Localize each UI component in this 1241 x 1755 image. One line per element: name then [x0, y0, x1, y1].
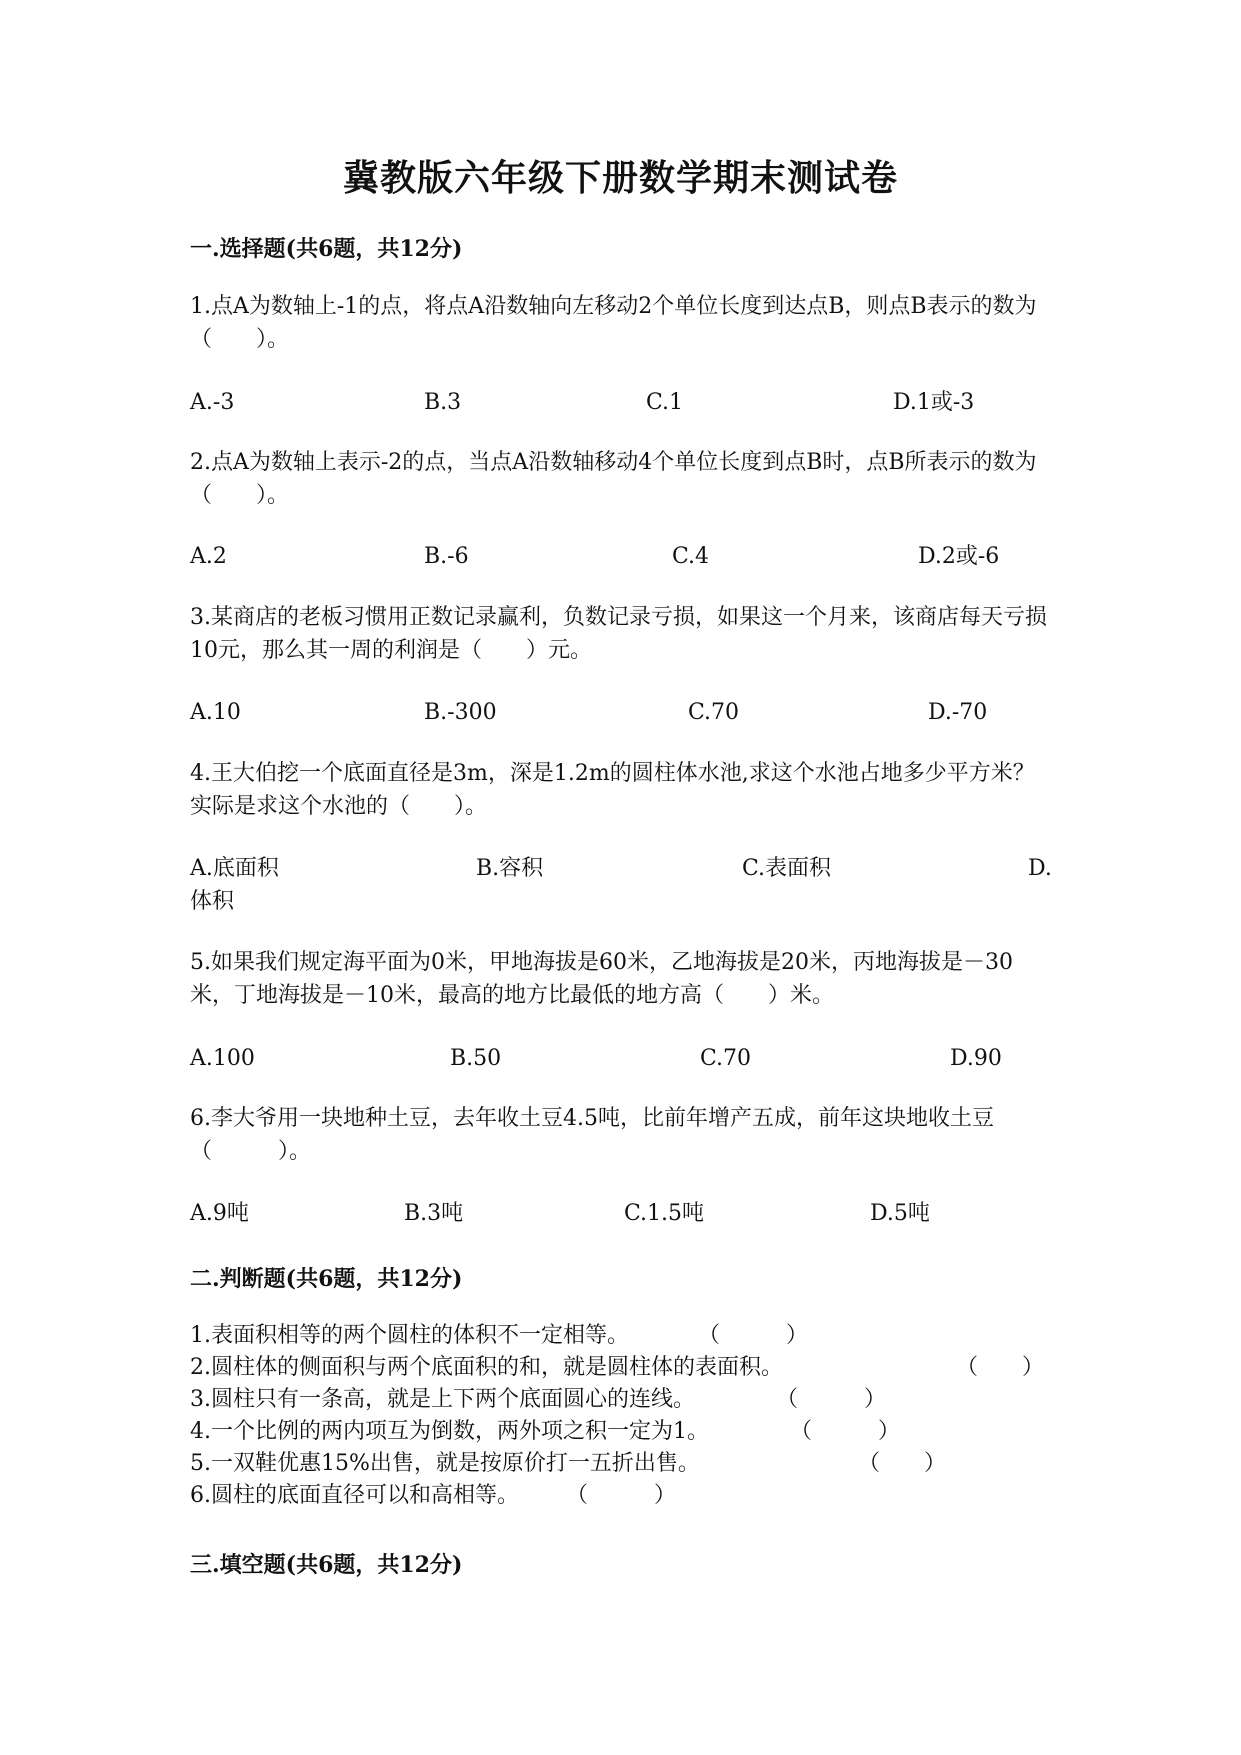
option-c: C.4: [672, 544, 710, 569]
choice-question-1: 1.点A为数轴上-1的点，将点A沿数轴向左移动2个单位长度到达点B，则点B表示的数为（ ）。: [190, 294, 1037, 352]
answer-blank: （ ）: [956, 1355, 1045, 1380]
answer-blank: （ ）: [566, 1483, 677, 1508]
answer-blank: （ ）: [698, 1323, 809, 1348]
option-d: D.-70: [928, 700, 988, 725]
choice-question-5: 5.如果我们规定海平面为0米，甲地海拔是60米，乙地海拔是20米，丙地海拔是－30米，丁地海拔是－10米，最高的地方比最低的地方高（ ）米。: [190, 950, 1013, 1008]
option-b: B.3吨: [404, 1201, 464, 1226]
section-heading-judge: 二.判断题(共6题，共12分): [190, 1266, 463, 1292]
option-c: C.70: [688, 700, 740, 725]
judge-text: 6.圆柱的底面直径可以和高相等。: [190, 1483, 519, 1508]
option-a: A.底面积: [190, 856, 279, 881]
option-c: C.70: [700, 1046, 752, 1071]
option-d: D.90: [950, 1046, 1002, 1071]
option-b: B.容积: [476, 856, 544, 881]
option-d-continued: 体积: [190, 889, 235, 914]
option-a: A.-3: [190, 390, 235, 415]
choice-question-3: 3.某商店的老板习惯用正数记录赢利，负数记录亏损，如果这一个月来，该商店每天亏损10元，那么其一周的利润是（ ）元。: [190, 605, 1047, 663]
page-title: 冀教版六年级下册数学期末测试卷: [342, 157, 898, 199]
choice-options-5: [190, 1042, 1055, 1075]
judge-text: 2.圆柱体的侧面积与两个底面积的和，就是圆柱体的表面积。: [190, 1355, 783, 1380]
option-d: D.5吨: [870, 1201, 930, 1226]
judge-text: 5.一双鞋优惠15%出售，就是按原价打一五折出售。: [190, 1451, 700, 1476]
option-a: A.9吨: [190, 1201, 249, 1226]
judge-item-1: [190, 1320, 1055, 1352]
choice-options-4: [190, 852, 1055, 885]
option-b: B.-300: [424, 700, 497, 725]
judge-text: 3.圆柱只有一条高，就是上下两个底面圆心的连线。: [190, 1387, 695, 1412]
judge-text: 1.表面积相等的两个圆柱的体积不一定相等。: [190, 1323, 629, 1348]
judge-text: 4.一个比例的两内项互为倒数，两外项之积一定为1。: [190, 1419, 709, 1444]
judge-item-5: [190, 1448, 1055, 1480]
choice-options-2: [190, 540, 1055, 573]
choice-options-1: [190, 386, 1055, 419]
choice-options-4-wrap: [190, 885, 1055, 918]
judge-item-2: [190, 1352, 1055, 1384]
choice-question-2: 2.点A为数轴上表示-2的点，当点A沿数轴移动4个单位长度到点B时，点B所表示的数为（ ）。: [190, 450, 1037, 508]
answer-blank: （ ）: [858, 1451, 947, 1476]
option-b: B.50: [450, 1046, 502, 1071]
option-d: D.: [1028, 856, 1052, 881]
option-b: B.3: [424, 390, 462, 415]
judge-item-4: [190, 1416, 1055, 1448]
answer-blank: （ ）: [776, 1387, 887, 1412]
choice-options-6: [190, 1197, 1055, 1230]
section-heading-choice: 一.选择题(共6题，共12分): [190, 236, 463, 262]
section-heading-fill: 三.填空题(共6题，共12分): [190, 1552, 463, 1578]
choice-question-4: 4.王大伯挖一个底面直径是3m，深是1.2m的圆柱体水池,求这个水池占地多少平方米？实际是求这个水池的（ ）。: [190, 761, 1035, 819]
option-d: D.2或-6: [918, 544, 1000, 569]
option-c: C.1: [646, 390, 684, 415]
option-a: A.10: [190, 700, 241, 725]
choice-options-3: [190, 696, 1055, 729]
judge-list: [190, 1320, 1055, 1512]
option-a: A.100: [190, 1046, 255, 1071]
choice-question-6: 6.李大爷用一块地种土豆，去年收土豆4.5吨，比前年增产五成，前年这块地收土豆（ ）。: [190, 1106, 994, 1164]
option-a: A.2: [190, 544, 227, 569]
option-c: C.表面积: [742, 856, 832, 881]
option-b: B.-6: [424, 544, 469, 569]
answer-blank: （ ）: [790, 1419, 901, 1444]
judge-item-6: [190, 1480, 1055, 1512]
option-d: D.1或-3: [893, 390, 975, 415]
judge-item-3: [190, 1384, 1055, 1416]
option-c: C.1.5吨: [624, 1201, 705, 1226]
